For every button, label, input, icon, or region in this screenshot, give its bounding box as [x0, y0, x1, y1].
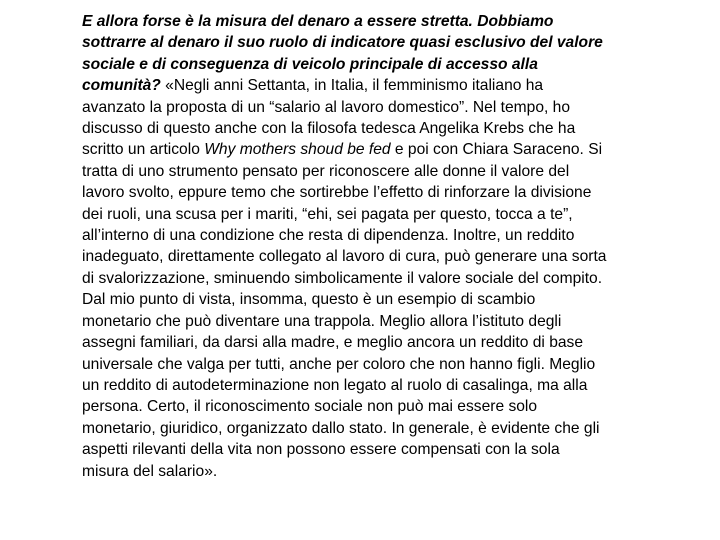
text-run: «Negli anni Settanta, in Italia, il femminismo italiano ha [160, 77, 544, 95]
text-line: inadeguato, direttamente collegato al lavoro di cura, può generare una sorta [82, 248, 607, 266]
text-line: Dal mio punto di vista, insomma, questo è un esempio di scambio [82, 291, 536, 309]
text-line: lavoro svolto, eppure temo che sortirebbe l’effetto di rinforzare la divisione [82, 184, 592, 202]
text-line: sociale e di conseguenza di veicolo principale di accesso alla [82, 55, 538, 73]
text-line: assegni familiari, da darsi alla madre, e meglio ancora un reddito di base [82, 334, 584, 352]
text-line [82, 75, 692, 96]
text-run: scritto un articolo [82, 141, 205, 159]
quote-paragraph [82, 11, 692, 482]
text-line: universale che valga per tutti, anche per coloro che non hanno figli. Meglio [82, 355, 596, 373]
text-line: all’interno di una condizione che resta di dipendenza. Inoltre, un reddito [82, 227, 575, 245]
text-run: e poi con Chiara Saraceno. Si [390, 141, 603, 159]
text-line: misura del salario». [82, 462, 218, 480]
text-line: tratta di uno strumento pensato per riconoscere alle donne il valore del [82, 162, 570, 180]
text-line: discusso di questo anche con la filosofa tedesca Angelika Krebs che ha [82, 120, 576, 138]
text-line [82, 139, 692, 160]
text-line: aspetti rilevanti della vita non possono essere compensati con la sola [82, 441, 560, 459]
article-title: Why mothers shoud be fed [204, 141, 391, 159]
question-end: comunità? [82, 77, 161, 95]
text-line: avanzato la proposta di un “salario al lavoro domestico”. Nel tempo, ho [82, 98, 570, 116]
text-line: monetario che può diventare una trappola. Meglio allora l’istituto degli [82, 312, 562, 330]
text-line: dei ruoli, una scusa per i mariti, “ehi, sei pagata per questo, tocca a te”, [82, 205, 573, 223]
text-line: E allora forse è la misura del denaro a essere stretta. Dobbiamo [82, 13, 554, 30]
text-line: di svalorizzazione, sminuendo simbolicamente il valore sociale del compito. [82, 269, 603, 287]
text-line: un reddito di autodeterminazione non legato al ruolo di casalinga, ma alla [82, 376, 588, 394]
text-line: monetario, giuridico, organizzato dallo stato. In generale, è evidente che gli [82, 419, 600, 437]
text-line: persona. Certo, il riconoscimento sociale non può mai essere solo [82, 398, 538, 416]
text-line: sottrarre al denaro il suo ruolo di indicatore quasi esclusivo del valore [82, 34, 603, 52]
